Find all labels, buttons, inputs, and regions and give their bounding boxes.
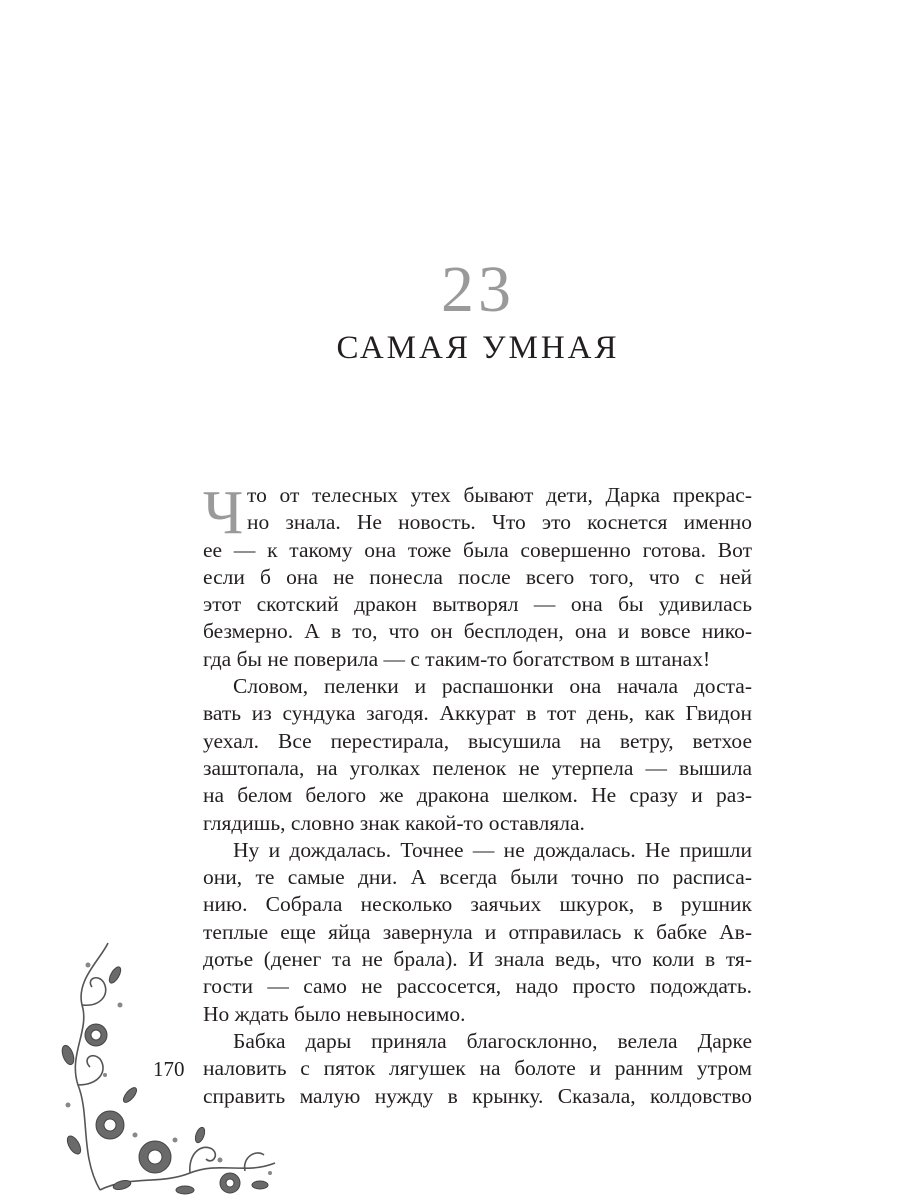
text-line: Ну и дождалась. Точнее — не дождалась. Не пришли — [233, 837, 752, 862]
text-line: гда бы не поверила — с таким-то богатством в штанах! — [203, 646, 711, 671]
text-line: на белом белого же дракона шелком. Не сразу и раз- — [203, 783, 752, 808]
text-line: Словом, пеленки и распашонки она начала доста- — [233, 674, 752, 699]
text-line: справить малую нужду в крынку. Сказала, колдовство — [203, 1083, 752, 1108]
text-line: гости — само не рассосется, надо просто подождать. — [203, 974, 752, 999]
text-line: нию. Собрала несколько заячьих шкурок, в рушник — [203, 892, 752, 917]
text-line: то от телесных утех бывают дети, Дарка прекрас- — [247, 483, 752, 507]
text-line: дотье (денег та не брала). И знала ведь, что коли в тя- — [203, 947, 752, 972]
text-line: уехал. Все перестирала, высушила на ветру, ветхое — [203, 728, 752, 753]
text-line: теплые еще яйца завернула и отправилась к бабке Ав- — [203, 919, 752, 944]
text-line: Бабка дары приняла благосклонно, велела Дарке — [233, 1028, 752, 1053]
text-line: вать из сундука загодя. Аккурат в тот день, как Гвидон — [203, 701, 752, 726]
page-number: 170 — [153, 1057, 185, 1081]
chapter-number: 23 — [441, 253, 515, 326]
floral-corner-ornament-icon — [60, 935, 280, 1200]
text-line: но знала. Не новость. Что это коснется именно — [247, 510, 752, 535]
text-line: этот скотский дракон вытворял — она бы удивилась — [203, 592, 752, 617]
chapter-title: САМАЯ УМНАЯ — [336, 330, 620, 366]
body-text — [203, 479, 752, 1110]
text-line: Но ждать было невыносимо. — [203, 1001, 466, 1026]
text-line: заштопала, на уголках пеленок не утерпела — вышила — [203, 755, 752, 780]
drop-cap: Ч — [203, 479, 244, 547]
text-line: они, те самые дни. А всегда были точно по расписа- — [203, 865, 752, 890]
text-line: наловить с пяток лягушек на болоте и ранним утром — [203, 1056, 752, 1081]
text-line: если б она не понесла после всего того, что с ней — [203, 564, 752, 589]
text-line: глядишь, словно знак какой-то оставляла. — [203, 810, 585, 835]
text-line: ее — к такому она тоже была совершенно готова. Вот — [203, 537, 752, 562]
text-line: безмерно. А в то, что он бесплоден, она и вовсе нико- — [203, 619, 752, 644]
